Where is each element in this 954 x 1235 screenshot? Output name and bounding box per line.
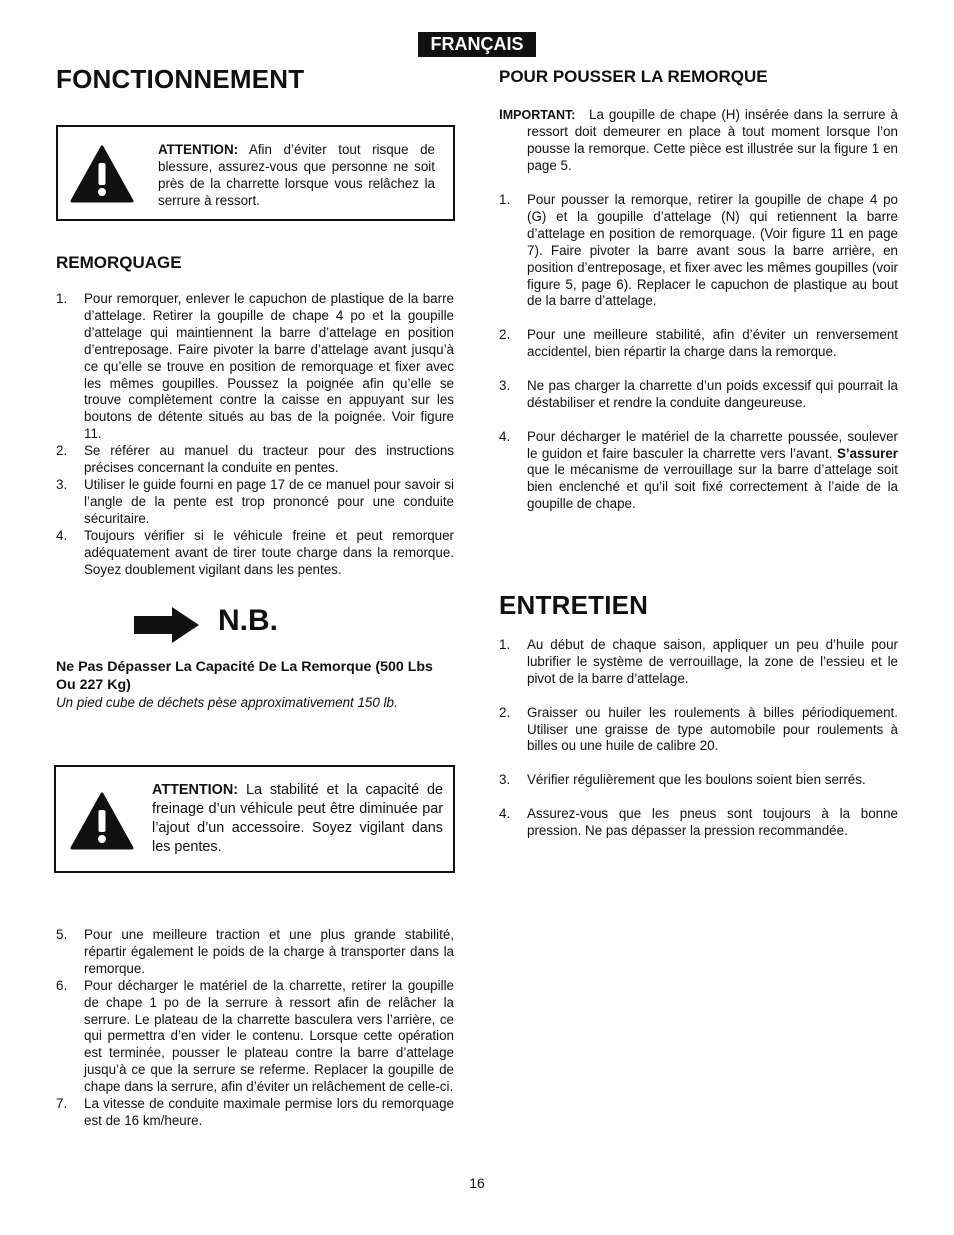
section-title-operation: FONCTIONNEMENT bbox=[56, 64, 305, 94]
warning-text-2 bbox=[152, 781, 443, 857]
important-note bbox=[499, 107, 898, 175]
list-item bbox=[56, 528, 454, 579]
arrow-right-icon bbox=[134, 606, 200, 644]
list-item-text: Vérifier régulièrement que les boulons soient bien serrés. bbox=[527, 772, 866, 788]
list-item-emphasis: S’assurer bbox=[836, 445, 898, 461]
list-item-text: Toujours vérifier si le véhicule freine et peut remorquer adéquatement avant de tirer toute charge dans la remorque. Soyez doublement vigilant dans les pentes. bbox=[84, 527, 454, 577]
list-item-number: 2. bbox=[499, 327, 511, 343]
list-item-number: 3. bbox=[56, 476, 68, 492]
list-item-text: que le mécanisme de verrouillage sur la barre d’attelage soit bien enclenché et qu’il soit fixé correctement à l’aide de la goupille de chape. bbox=[527, 462, 898, 512]
list-item-text: Pour décharger le matériel de la charrette poussée, soulever le guidon et faire basculer la charrette vers l’avant. bbox=[527, 428, 898, 461]
list-item-text: Ne pas charger la charrette d’un poids excessif qui pourrait la déstabiliser et rendre la conduite dangeureuse. bbox=[527, 377, 898, 410]
push-title: POUR POUSSER LA REMORQUE bbox=[499, 67, 768, 86]
list-item-number: 7. bbox=[56, 1096, 68, 1112]
push-list bbox=[499, 192, 898, 530]
list-item bbox=[56, 291, 454, 443]
language-badge: FRANÇAIS bbox=[418, 32, 536, 57]
nb-title: N.B. bbox=[218, 604, 278, 637]
warning-box-2 bbox=[54, 765, 455, 873]
list-item-text: Pour pousser la remorque, retirer la goupille de chape 4 po (G) et la goupille d’attelage (N) qui retiennent la barre d’attelage en position de remorquage. (Voir figure 11 en page 7). Faire pivoter la barre avant sous la barre arrière, en position d’entreposage, et fixer avec les mêmes goupilles (voir figure 5, page 6). Replacer le capuchon de plastique au bout de la barre d’attelage. bbox=[527, 192, 898, 309]
list-item bbox=[499, 637, 898, 688]
list-item-text: Se référer au manuel du tracteur pour des instructions précises concernant la conduite en pentes. bbox=[84, 443, 454, 476]
nb-note: Un pied cube de déchets pèse approximativement 150 lb. bbox=[56, 695, 398, 710]
important-label-initial: I bbox=[499, 107, 503, 122]
list-item-text: Au début de chaque saison, appliquer un peu d’huile pour lubrifier le système de verrouillage, la zone de l’essieu et le pivot de la barre d’attelage. bbox=[527, 637, 898, 686]
list-item-text: Graisser ou huiler les roulements à billes périodiquement. Utiliser une graisse de type automobile pour roulements à billes ou une huile de calibre 20. bbox=[527, 704, 898, 754]
warning-box-1 bbox=[56, 125, 455, 221]
list-item-number: 5. bbox=[56, 927, 68, 942]
list-item-text: Pour une meilleure stabilité, afin d’éviter un renversement accidentel, bien répartir la charge dans la remorque. bbox=[527, 327, 898, 360]
list-item bbox=[56, 927, 454, 978]
list-item-text: La vitesse de conduite maximale permise lors du remorquage est de 16 km/heure. bbox=[84, 1096, 454, 1128]
list-item-number: 2. bbox=[499, 704, 511, 720]
list-item-text: Assurez-vous que les pneus sont toujours à la bonne pression. Ne pas dépasser la pression recommandée. bbox=[527, 806, 898, 838]
important-text: La goupille de chape (H) insérée dans la serrure à ressort doit demeurer en place à tout moment lorsque l’on pousse la remorque. Cette pièce est illustrée sur la figure 1 en page 5. bbox=[527, 107, 898, 173]
towing-list bbox=[56, 291, 454, 578]
list-item-number: 4. bbox=[499, 428, 511, 444]
page-number: 16 bbox=[469, 1175, 485, 1191]
list-item-text: Utiliser le guide fourni en page 17 de ce manuel pour savoir si l’angle de la pente est trop prononcé pour une conduite sécuritaire. bbox=[84, 476, 454, 526]
list-item bbox=[499, 429, 898, 514]
list-item bbox=[56, 1096, 454, 1130]
list-item-number: 3. bbox=[499, 772, 511, 788]
list-item-number: 3. bbox=[499, 377, 511, 393]
warning-label: ATTENTION: bbox=[152, 782, 239, 798]
list-item bbox=[499, 705, 898, 756]
list-item-number: 1. bbox=[499, 637, 511, 652]
list-item bbox=[499, 806, 898, 840]
warning-icon bbox=[70, 145, 134, 203]
list-item-number: 2. bbox=[56, 443, 68, 459]
list-item-text: Pour une meilleure traction et une plus grande stabilité, répartir également le poids de la charge à transporter dans la remorque. bbox=[84, 927, 454, 976]
important-label: MPORTANT: bbox=[502, 108, 576, 122]
warning-body: La stabilité et la capacité de freinage d’un véhicule peut être diminuée par l’ajout d’un accessoire. Soyez vigilant dans les pentes. bbox=[152, 782, 443, 855]
maintenance-list bbox=[499, 637, 898, 857]
list-item-number: 1. bbox=[56, 291, 68, 306]
list-item bbox=[499, 378, 898, 412]
warning-body: Afin d’éviter tout risque de blessure, assurez-vous que personne ne soit près de la charrette lorsque vous relâchez la serrure à ressort. bbox=[158, 142, 436, 208]
list-item-number: 6. bbox=[56, 977, 68, 993]
list-item bbox=[499, 772, 898, 789]
section-title-maintenance: ENTRETIEN bbox=[499, 590, 649, 620]
list-item bbox=[56, 978, 454, 1096]
list-item bbox=[499, 192, 898, 310]
list-item-number: 4. bbox=[499, 806, 511, 822]
list-item-number: 4. bbox=[56, 527, 68, 543]
list-item-text: Pour remorquer, enlever le capuchon de plastique de la barre d’attelage. Retirer la goupille de chape 4 po et la goupille d’attelage qui maintiennent la barre d’attelage en position d’entreposage. Faire pivoter la barre d’attelage avant jusqu’à ce qu’elle se trouve en position de remorquage et fixer avec les mêmes goupilles. Poussez la poignée afin qu’elle se trouve complètement contre la caisse en appuyant sur les boutons de détente situés au bas de la poignée. Voir figure 11. bbox=[84, 291, 454, 442]
list-item bbox=[499, 327, 898, 361]
list-item bbox=[56, 443, 454, 477]
towing-title: REMORQUAGE bbox=[56, 253, 182, 272]
list-item-text: Pour décharger le matériel de la charrette, retirer la goupille de chape 1 po de la serrure à ressort afin de relâcher la serrure. Le plateau de la charrette basculera vers l’arrière, ce qui permettra d’en vider le contenu. Lorsque cette opération est terminée, pousser le plateau contre la barre d’attelage jusqu’à ce que la serrure se referme. Replacer la goupille de chape dans la serrure, afin d’éviter un relâchement de celle-ci. bbox=[84, 977, 454, 1095]
warning-label: ATTENTION: bbox=[158, 142, 239, 157]
list-item bbox=[56, 477, 454, 528]
nb-heading: Ne Pas Dépasser La Capacité De La Remorque (500 Lbs Ou 227 Kg) bbox=[56, 659, 433, 693]
warning-icon bbox=[70, 792, 134, 850]
warning-text-1 bbox=[158, 141, 435, 209]
towing-list-continued bbox=[56, 927, 454, 1130]
list-item-number: 1. bbox=[499, 192, 511, 207]
